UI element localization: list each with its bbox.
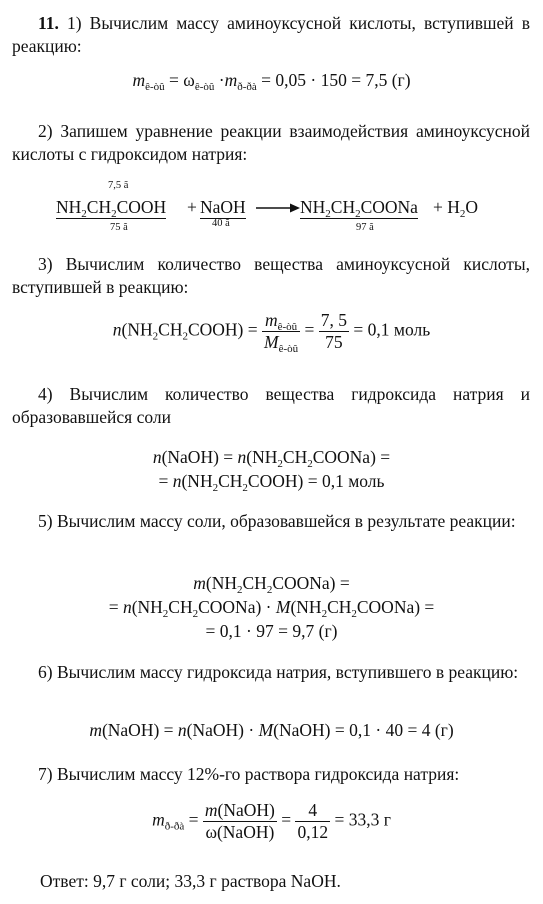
step-7-text: 7) Вычислим массу 12%-го раствора гидроксида натрия: bbox=[38, 764, 460, 784]
equation-mass-salt-line2: = $n(NH_2CH_2COONa)$ · $M(NH_2CH_2COONa)$ = bbox=[108, 597, 435, 620]
label-below-acid: 75 ã bbox=[110, 222, 128, 233]
naoh-formula: NaOH bbox=[200, 197, 246, 217]
equation-mass-solution: $m_{ð-ðà}$ = $\frac{\text{m(NaOH)}}{\text{ω(NaOH)}}$ = $\frac{4}{0,12}$ = 33,3 г bbox=[152, 800, 391, 842]
label-above-acid: 7,5 ã bbox=[108, 180, 129, 191]
reaction-arrow-icon bbox=[256, 202, 300, 214]
label-below-salt: 97 ã bbox=[356, 222, 374, 233]
equation-moles-naoh-line2: = $n(NH_2CH_2COOH) = 0,1$ моль bbox=[158, 471, 385, 494]
answer-text: Ответ: 9,7 г соли; 33,3 г раствора NaOH. bbox=[40, 871, 341, 891]
step-5-text: 5) Вычислим массу соли, образовавшейся в результате реакции: bbox=[38, 511, 516, 531]
step-1-text: 1) Вычислим массу аминоуксусной кислоты, вступившей в реакцию: bbox=[12, 13, 530, 56]
equation-mass-acid: $m_{ê-òû} = \omega_{ê-òû} \cdot m_{ð-ðà} = 0,05 \cdot 150 = 7,5$ (г) bbox=[132, 70, 411, 93]
step-4-text: 4) Вычислим количество вещества гидроксида натрия и образовавшейся соли bbox=[12, 384, 530, 427]
water-formula: + $H_2O$ bbox=[433, 197, 479, 220]
fraction-4-over-012: $\frac{4}{0,12}$ bbox=[297, 800, 329, 842]
equation-mass-salt-line3: = 0,1 · 97 = 9,7 (г) bbox=[205, 621, 338, 641]
step-2-text: 2) Запишем уравнение реакции взаимодействия аминоуксусной кислоты с гидроксидом натрия: bbox=[12, 121, 530, 164]
reaction-equation: 7,5 ã $NH_2CH_2COOH$ + NaOH 75 ã 40 ã $NH_2CH_2COONa$ + $H_2O$ 97 ã bbox=[56, 180, 479, 233]
acid-formula: $NH_2CH_2COOH$ bbox=[56, 197, 167, 220]
equation-moles-naoh-line1: n(NaOH) = $n(NH_2CH_2COONa)$ = bbox=[152, 447, 391, 470]
equation-mass-salt-line1: $m(NH_2CH_2COONa)$ = bbox=[193, 573, 350, 596]
label-below-naoh: 40 ã bbox=[212, 218, 230, 229]
fraction-mass-over-omega: $\frac{\text{m(NaOH)}}{\text{ω(NaOH)}}$ bbox=[204, 800, 275, 842]
fraction-m-over-M: $\frac{m_{ê-òû}}{M_{ê-òû}}$ bbox=[264, 310, 299, 355]
equation-moles-acid: $n(NH_2CH_2COOH)$ = $\frac{m_{ê-òû}}{M_{ê-òû}}$ = $\frac{7, 5}{75}$ = 0,1 моль bbox=[112, 310, 431, 355]
fraction-values: $\frac{7, 5}{75}$ bbox=[320, 310, 348, 352]
equation-mass-naoh: m(NaOH) = n(NaOH) · M(NaOH) = 0,1 · 40 = 4 (г) bbox=[89, 720, 454, 740]
problem-statement-1 bbox=[12, 12, 530, 58]
problem-number: 11. bbox=[38, 13, 59, 33]
step-3-text: 3) Вычислим количество вещества аминоуксусной кислоты, вступившей в реакцию: bbox=[12, 254, 530, 297]
salt-formula: $NH_2CH_2COONa$ bbox=[300, 197, 418, 220]
step-6-text: 6) Вычислим массу гидроксида натрия, вступившего в реакцию: bbox=[38, 662, 519, 682]
